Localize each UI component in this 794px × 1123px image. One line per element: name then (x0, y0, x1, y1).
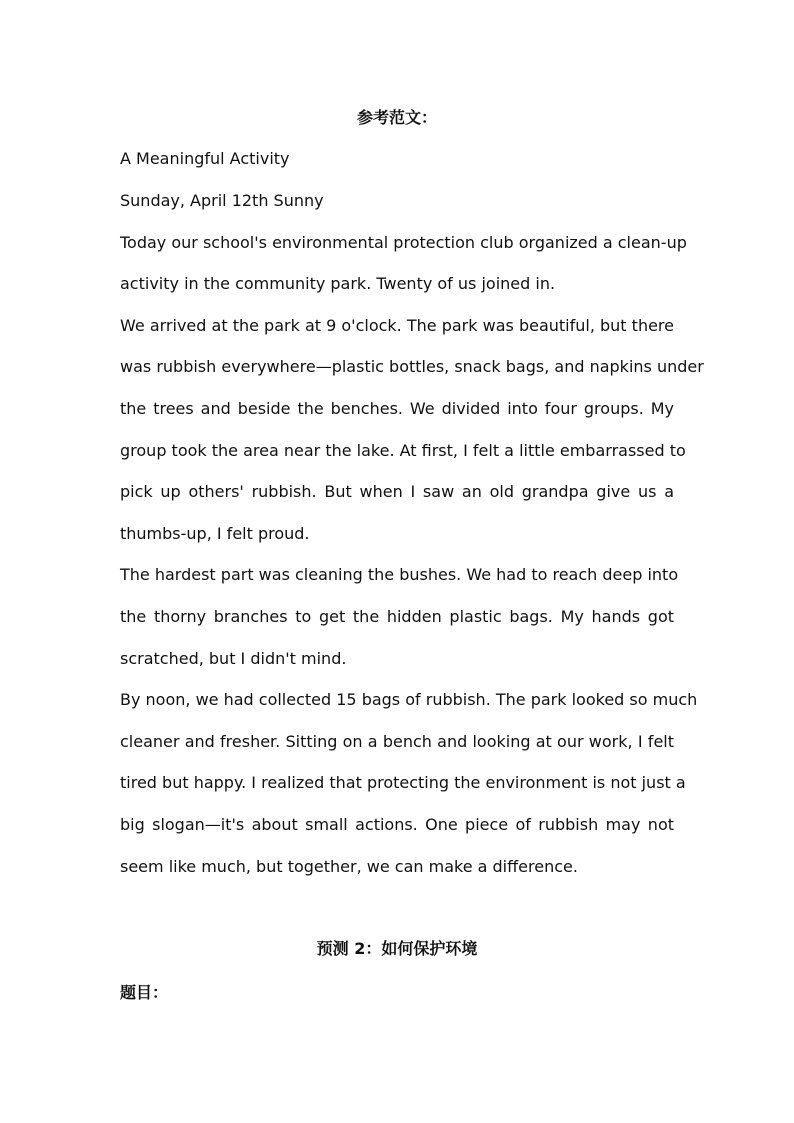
model-essay-heading: 参考范文： (356, 108, 437, 127)
paragraph-line: the trees and beside the benches. We divided into four groups. My (120, 399, 674, 418)
paragraph-line: tired but happy. I realized that protecting the environment is not just a (120, 773, 686, 792)
section-heading: 预测 2：如何保护环境 (316, 939, 478, 958)
topic-label: 题目： (120, 983, 169, 1002)
paragraph-line: seem like much, but together, we can make a difference. (120, 857, 578, 876)
paragraph-line: cleaner and fresher. Sitting on a bench and looking at our work, I felt (120, 732, 674, 751)
paragraph-line: Today our school's environmental protection club organized a clean-up (120, 233, 687, 252)
paragraph-line: activity in the community park. Twenty of us joined in. (120, 274, 556, 293)
essay-date: Sunday, April 12th Sunny (120, 191, 324, 210)
paragraph-line: The hardest part was cleaning the bushes. We had to reach deep into (120, 565, 679, 584)
paragraph-line: big slogan—it's about small actions. One piece of rubbish may not (120, 815, 674, 834)
paragraph-line: was rubbish everywhere—plastic bottles, snack bags, and napkins under (120, 357, 704, 376)
paragraph-line: pick up others' rubbish. But when I saw an old grandpa give us a (120, 482, 674, 501)
paragraph-line: By noon, we had collected 15 bags of rubbish. The park looked so much (120, 690, 698, 709)
paragraph-line: We arrived at the park at 9 o'clock. The park was beautiful, but there (120, 316, 674, 335)
paragraph-line: thumbs-up, I felt proud. (120, 524, 310, 543)
paragraph-line: scratched, but I didn't mind. (120, 649, 347, 668)
paragraph-line: the thorny branches to get the hidden plastic bags. My hands got (120, 607, 674, 626)
essay-title: A Meaningful Activity (120, 149, 290, 168)
paragraph-line: group took the area near the lake. At first, I felt a little embarrassed to (120, 441, 686, 460)
